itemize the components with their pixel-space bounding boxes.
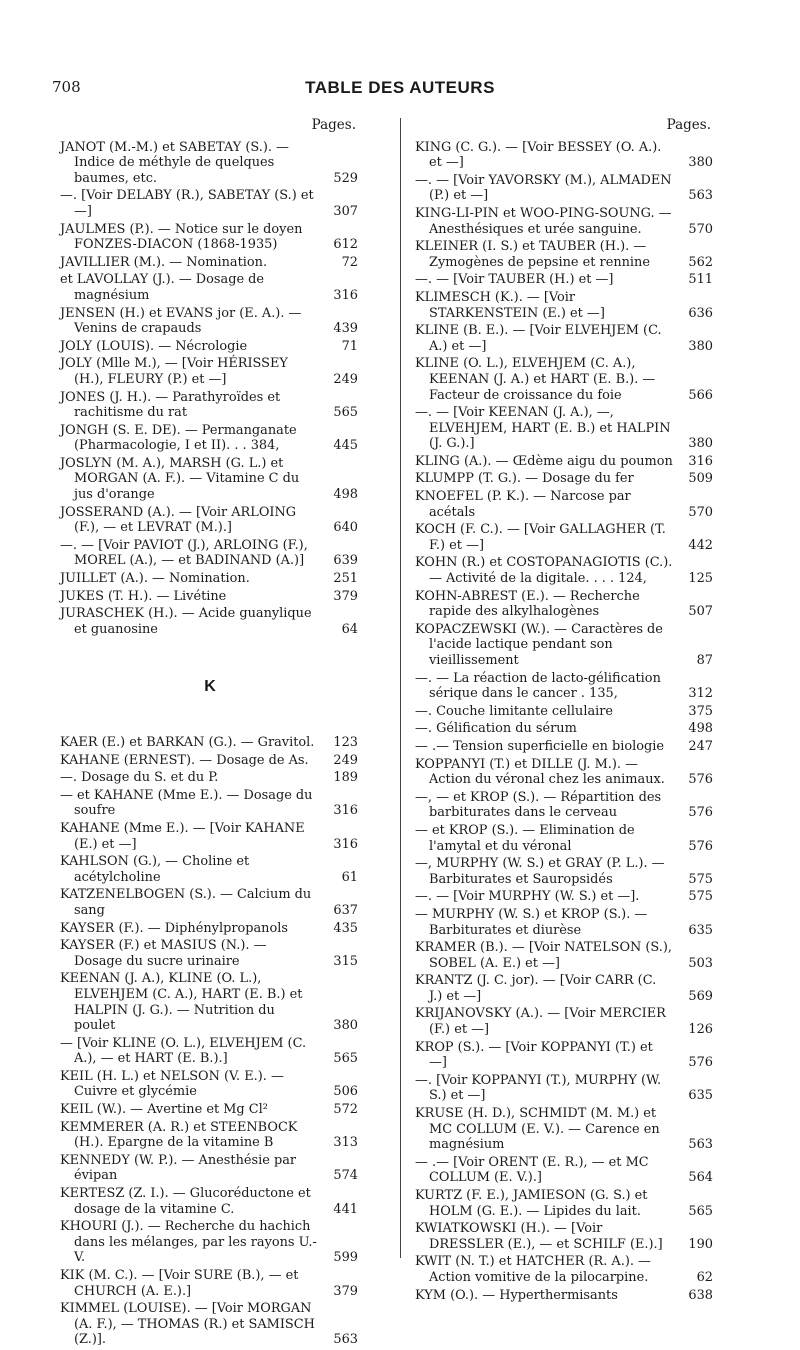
index-entry <box>415 323 715 354</box>
entry-text: KLIMESCH (K.). — [Voir STARKENSTEIN (E.) et —] <box>415 289 605 321</box>
index-entry <box>415 522 715 553</box>
entry-page: 635 <box>688 1088 713 1104</box>
entry-text: —. Couche limitante cellulaire <box>415 703 614 719</box>
index-entry <box>60 921 360 937</box>
entry-text: KAHANE (Mme E.). — [Voir KAHANE (E.) et —] <box>60 820 305 852</box>
index-entry <box>60 255 360 271</box>
page-number: 708 <box>52 78 81 96</box>
entry-page: 576 <box>688 1055 713 1071</box>
entry-page: 190 <box>688 1236 713 1252</box>
entry-text: KURTZ (F. E.), JAMIESON (G. S.) et HOLM (G. E.). — Lipides du lait. <box>415 1188 648 1219</box>
index-entry <box>415 471 715 487</box>
entry-page: 563 <box>688 1137 713 1153</box>
entry-text: KRIJANOVSKY (A.). — [Voir MERCIER (F.) et —] <box>415 1006 666 1038</box>
entry-text: —, — et KROP (S.). — Répartition des barbiturates dans le cerveau <box>415 789 662 821</box>
index-entry <box>60 140 360 187</box>
entry-text: KLEINER (I. S.) et TAUBER (H.). — Zymogènes de pepsine et rennine <box>415 239 650 270</box>
entry-page: 379 <box>333 1283 358 1299</box>
index-entry <box>415 1155 715 1186</box>
entry-text: —. [Voir KOPPANYI (T.), MURPHY (W. S.) et —] <box>415 1072 662 1104</box>
entry-text: KEIL (W.). — Avertine et Mg Cl² <box>60 1102 268 1118</box>
index-entry <box>415 907 715 938</box>
index-entry <box>60 1036 360 1067</box>
index-entry <box>415 704 715 720</box>
index-entry <box>415 140 715 171</box>
index-entry <box>60 1102 360 1118</box>
entry-page: 380 <box>688 155 713 171</box>
index-entry <box>415 454 715 470</box>
entry-text: KRUSE (H. D.), SCHMIDT (M. M.) et MC COLLUM (E. V.). — Carence en magnésium <box>415 1106 660 1153</box>
index-entry <box>415 1188 715 1219</box>
index-entry <box>415 1040 715 1071</box>
entry-page: 249 <box>333 371 358 387</box>
entry-text: KERTESZ (Z. I.). — Glucoréductone et dosage de la vitamine C. <box>60 1186 311 1217</box>
entry-page: 507 <box>688 604 713 620</box>
entry-page: 576 <box>688 805 713 821</box>
index-entry <box>415 856 715 887</box>
index-entry <box>415 1106 715 1153</box>
index-entry <box>60 1120 360 1151</box>
index-entry <box>60 770 360 786</box>
index-entry <box>415 206 715 237</box>
entry-text: KATZENELBOGEN (S.). — Calcium du sang <box>60 887 312 918</box>
entry-text: JONGH (S. E. DE). — Permanganate (Pharmacologie, I et II). . . 384, <box>60 422 297 454</box>
entry-text: — et KAHANE (Mme E.). — Dosage du soufre <box>60 787 313 819</box>
entry-page: 64 <box>341 621 358 637</box>
index-entry <box>60 423 360 454</box>
entry-page: 565 <box>333 405 358 421</box>
entry-page: 599 <box>333 1250 358 1266</box>
entry-text: KOHN-ABREST (E.). — Recherche rapide des alkylhalogènes <box>415 588 640 620</box>
entry-text: KNOEFEL (P. K.). — Narcose par acétals <box>415 489 631 520</box>
entry-text: KAER (E.) et BARKAN (G.). — Gravitol. <box>60 735 315 750</box>
entry-page: 570 <box>688 504 713 520</box>
index-entry <box>415 1073 715 1104</box>
entry-text: et LAVOLLAY (J.). — Dosage de magnésium <box>60 272 265 303</box>
index-entry <box>60 356 360 387</box>
index-entry <box>60 571 360 587</box>
entry-page: 72 <box>341 254 358 270</box>
index-entry <box>415 889 715 905</box>
entry-page: 247 <box>688 738 713 754</box>
entry-page: 312 <box>688 686 713 702</box>
entry-text: KWIT (N. T.) et HATCHER (R. A.). — Action vomitive de la pilocarpine. <box>415 1254 651 1285</box>
index-entry <box>415 356 715 403</box>
index-entry <box>60 538 360 569</box>
entry-text: —. [Voir DELABY (R.), SABETAY (S.) et —] <box>60 188 314 219</box>
entry-page: 570 <box>688 221 713 237</box>
entry-text: —, MURPHY (W. S.) et GRAY (P. L.). — Barbiturates et Sauropsidés <box>415 856 665 887</box>
entry-page: 638 <box>688 1287 713 1303</box>
index-entry <box>60 1268 360 1299</box>
column-divider <box>400 118 401 1258</box>
entry-text: — MURPHY (W. S.) et KROP (S.). — Barbiturates et diurèse <box>415 906 648 938</box>
entry-page: 498 <box>688 721 713 737</box>
entry-page: 380 <box>688 338 713 354</box>
entry-text: JONES (J. H.). — Parathyroïdes et rachitisme du rat <box>60 389 281 421</box>
entry-text: KIK (M. C.). — [Voir SURE (B.), — et CHURCH (A. E.).] <box>60 1268 299 1299</box>
entry-page: 575 <box>688 889 713 905</box>
entry-page: 316 <box>688 453 713 469</box>
entry-page: 639 <box>333 553 358 569</box>
index-entry <box>60 854 360 885</box>
entry-page: 123 <box>333 735 358 750</box>
entry-page: 506 <box>333 1084 358 1100</box>
entry-text: JENSEN (H.) et EVANS jor (E. A.). — Venins de crapauds <box>60 305 302 337</box>
entry-text: KEENAN (J. A.), KLINE (O. L.), ELVEHJEM (C. A.), HART (E. B.) et HALPIN (J. G.). — Nutrition du poulet <box>60 971 303 1034</box>
entry-text: KEIL (H. L.) et NELSON (V. E.). — Cuivre et glycémie <box>60 1068 284 1100</box>
index-list-j <box>60 140 360 638</box>
entry-page: 574 <box>333 1168 358 1184</box>
entry-text: JANOT (M.-M.) et SABETAY (S.). — Indice de méthyle de quelques baumes, etc. <box>60 139 289 186</box>
left-column <box>60 118 360 1350</box>
index-entry <box>60 887 360 918</box>
entry-text: JOLY (Mlle M.), — [Voir HÉRISSEY (H.), FLEURY (P.) et —] <box>60 356 288 387</box>
section-letter: K <box>204 678 216 696</box>
entry-text: KOCH (F. C.). — [Voir GALLAGHER (T. F.) et —] <box>415 522 666 553</box>
entry-page: 126 <box>688 1022 713 1038</box>
entry-page: 380 <box>688 436 713 452</box>
entry-text: KROP (S.). — [Voir KOPPANYI (T.) et —] <box>415 1039 653 1071</box>
entry-page: 441 <box>333 1201 358 1217</box>
entry-text: KAYSER (F.). — Diphénylpropanols <box>60 920 288 936</box>
entry-page: 509 <box>688 471 713 487</box>
entry-page: 316 <box>333 803 358 819</box>
entry-text: —. — [Voir PAVIOT (J.), ARLOING (F.), MOREL (A.), — et BADINAND (A.)] <box>60 537 308 569</box>
index-entry <box>60 1301 360 1348</box>
entry-text: —. Dosage du S. et du P. <box>60 770 219 786</box>
entry-text: — et KROP (S.). — Elimination de l'amytal et du véronal <box>415 822 635 854</box>
entry-page: 87 <box>696 653 713 668</box>
entry-text: KAHANE (ERNEST). — Dosage de As. <box>60 752 309 768</box>
index-entry <box>60 456 360 503</box>
entry-text: —. — [Voir YAVORSKY (M.), ALMADEN (P.) et —] <box>415 172 672 204</box>
index-entry <box>415 290 715 321</box>
entry-text: KING (C. G.). — [Voir BESSEY (O. A.). et —] <box>415 139 662 171</box>
index-entry <box>60 788 360 819</box>
entry-page: 529 <box>333 170 358 186</box>
index-entry <box>415 671 715 702</box>
entry-page: 498 <box>333 487 358 503</box>
entry-page: 249 <box>333 752 358 768</box>
entry-page: 380 <box>333 1018 358 1034</box>
right-column <box>415 118 715 1305</box>
entry-text: KLINE (O. L.), ELVEHJEM (C. A.), KEENAN (J. A.) et HART (E. B.). — Facteur de croissance du foie <box>415 356 656 403</box>
entry-page: 564 <box>688 1170 713 1186</box>
entry-page: 576 <box>688 838 713 854</box>
entry-text: JOLY (LOUIS). — Nécrologie <box>60 338 248 354</box>
entry-text: —. — La réaction de lacto-gélification sérique dans le cancer . 135, <box>415 670 661 702</box>
entry-text: KYM (O.). — Hyperthermisants <box>415 1287 618 1303</box>
entry-page: 189 <box>333 770 358 786</box>
entry-text: KIMMEL (LOUISE). — [Voir MORGAN (A. F.), — THOMAS (R.) et SAMISCH (Z.)]. <box>60 1301 315 1348</box>
index-entry <box>415 973 715 1004</box>
entry-text: —. — [Voir TAUBER (H.) et —] <box>415 272 614 288</box>
entry-page: 251 <box>333 571 358 587</box>
entry-text: JOSSERAND (A.). — [Voir ARLOING (F.), — et LEVRAT (M.).] <box>60 504 297 536</box>
index-entry <box>415 1006 715 1037</box>
entry-page: 435 <box>333 920 358 936</box>
index-entry <box>415 489 715 520</box>
entry-text: KOHN (R.) et COSTOPANAGIOTIS (C.). — Activité de la digitale. . . . 124, <box>415 555 673 587</box>
entry-page: 307 <box>333 203 358 219</box>
entry-text: —. Gélification du sérum <box>415 721 577 737</box>
entry-page: 316 <box>333 836 358 852</box>
entry-page: 71 <box>341 338 358 354</box>
entry-page: 375 <box>688 703 713 719</box>
entry-page: 511 <box>688 272 713 288</box>
index-entry <box>60 971 360 1033</box>
index-entry <box>415 940 715 971</box>
entry-page: 612 <box>333 237 358 253</box>
entry-page: 572 <box>333 1102 358 1118</box>
entry-page: 439 <box>333 321 358 337</box>
entry-text: KLINE (B. E.). — [Voir ELVEHJEM (C. A.) et —] <box>415 323 662 354</box>
index-entry <box>60 753 360 769</box>
index-entry <box>60 735 360 751</box>
index-entry <box>60 1186 360 1217</box>
index-entry <box>415 173 715 204</box>
index-list-k <box>60 735 360 1348</box>
index-entry <box>415 757 715 788</box>
entry-text: KAYSER (F.) et MASIUS (N.). — Dosage du sucre urinaire <box>60 938 267 969</box>
running-title: TABLE DES AUTEURS <box>305 78 495 97</box>
entry-page: 563 <box>688 188 713 204</box>
entry-page: 125 <box>688 571 713 587</box>
index-entry <box>415 555 715 586</box>
index-entry <box>60 306 360 337</box>
entry-page: 565 <box>688 1203 713 1219</box>
entry-page: 315 <box>333 953 358 969</box>
entry-page: 61 <box>341 869 358 885</box>
pages-label: Pages. <box>311 117 356 133</box>
entry-text: KLUMPP (T. G.). — Dosage du fer <box>415 471 634 487</box>
entry-page: 640 <box>333 520 358 536</box>
entry-text: JURASCHEK (H.). — Acide guanylique et guanosine <box>60 606 312 637</box>
index-entry <box>60 339 360 355</box>
index-entry <box>415 721 715 737</box>
entry-page: 635 <box>688 922 713 938</box>
entry-page: 442 <box>688 537 713 553</box>
entry-page: 565 <box>333 1051 358 1067</box>
entry-page: 563 <box>333 1332 358 1348</box>
index-entry <box>60 589 360 605</box>
index-entry <box>415 739 715 755</box>
entry-text: KOPACZEWSKI (W.). — Caractères de l'acide lactique pendant son vieillissement <box>415 621 663 668</box>
entry-page: 636 <box>688 305 713 321</box>
index-entry <box>60 606 360 637</box>
entry-page: 576 <box>688 772 713 788</box>
entry-page: 503 <box>688 955 713 971</box>
entry-text: KHOURI (J.). — Recherche du hachich dans les mélanges, par les rayons U.-V. <box>60 1219 317 1266</box>
entry-page: 313 <box>333 1135 358 1151</box>
index-entry <box>60 938 360 969</box>
entry-page: 562 <box>688 254 713 270</box>
entry-text: KEMMERER (A. R.) et STEENBOCK (H.). Epargne de la vitamine B <box>60 1119 298 1151</box>
entry-text: KING-LI-PIN et WOO-PING-SOUNG. — Anesthésiques et urée sanguine. <box>415 205 672 237</box>
entry-text: JAVILLIER (M.). — Nomination. <box>60 254 268 270</box>
index-entry <box>415 1288 715 1304</box>
entry-text: — [Voir KLINE (O. L.), ELVEHJEM (C. A.), — et HART (E. B.).] <box>60 1035 307 1067</box>
entry-text: KRANTZ (J. C. jor). — [Voir CARR (C. J.) et —] <box>415 973 657 1004</box>
index-entry <box>60 1069 360 1100</box>
index-entry <box>60 1153 360 1184</box>
entry-page: 566 <box>688 387 713 403</box>
index-entry <box>60 188 360 219</box>
index-entry <box>60 272 360 303</box>
entry-text: KENNEDY (W. P.). — Anesthésie par évipan <box>60 1152 297 1184</box>
entry-text: KWIATKOWSKI (H.). — [Voir DRESSLER (E.), — et SCHILF (E.).] <box>415 1221 663 1252</box>
entry-text: —. — [Voir KEENAN (J. A.), —, ELVEHJEM, HART (E. B.) et HALPIN (J. G.).] <box>415 405 671 452</box>
entry-text: KAHLSON (G.), — Choline et acétylcholine <box>60 854 250 885</box>
entry-text: JUILLET (A.). — Nomination. <box>60 571 250 587</box>
index-entry <box>60 821 360 852</box>
entry-text: — .— [Voir ORENT (E. R.), — et MC COLLUM (E. V.).] <box>415 1154 649 1186</box>
index-entry <box>415 622 715 669</box>
entry-page: 445 <box>333 438 358 454</box>
entry-page: 379 <box>333 588 358 604</box>
index-entry <box>60 390 360 421</box>
index-entry <box>415 823 715 854</box>
entry-text: —. — [Voir MURPHY (W. S.) et —]. <box>415 889 640 905</box>
index-entry <box>60 505 360 536</box>
index-entry <box>415 1221 715 1252</box>
entry-text: KRAMER (B.). — [Voir NATELSON (S.), SOBEL (A. E.) et —] <box>415 940 673 971</box>
index-entry <box>415 1254 715 1285</box>
entry-page: 569 <box>688 988 713 1004</box>
index-entry <box>415 272 715 288</box>
index-entry <box>60 1219 360 1266</box>
entry-text: JOSLYN (M. A.), MARSH (G. L.) et MORGAN (A. F.). — Vitamine C du jus d'orange <box>60 455 300 503</box>
entry-page: 316 <box>333 287 358 303</box>
entry-page: 575 <box>688 871 713 887</box>
index-entry <box>415 589 715 620</box>
pages-label: Pages. <box>666 117 711 133</box>
index-list-right <box>415 140 715 1304</box>
entry-page: 637 <box>333 902 358 918</box>
entry-text: KLING (A.). — Œdème aigu du poumon <box>415 453 673 469</box>
entry-text: — .— Tension superficielle en biologie <box>415 738 665 754</box>
entry-text: JUKES (T. H.). — Livétine <box>60 588 227 604</box>
index-entry <box>415 239 715 270</box>
index-entry <box>415 790 715 821</box>
entry-text: JAULMES (P.). — Notice sur le doyen FONZES-DIACON (1868-1935) <box>60 221 303 253</box>
index-entry <box>415 405 715 452</box>
entry-text: KOPPANYI (T.) et DILLE (J. M.). — Action du véronal chez les animaux. <box>415 756 665 788</box>
index-entry <box>60 222 360 253</box>
entry-page: 62 <box>696 1269 713 1285</box>
